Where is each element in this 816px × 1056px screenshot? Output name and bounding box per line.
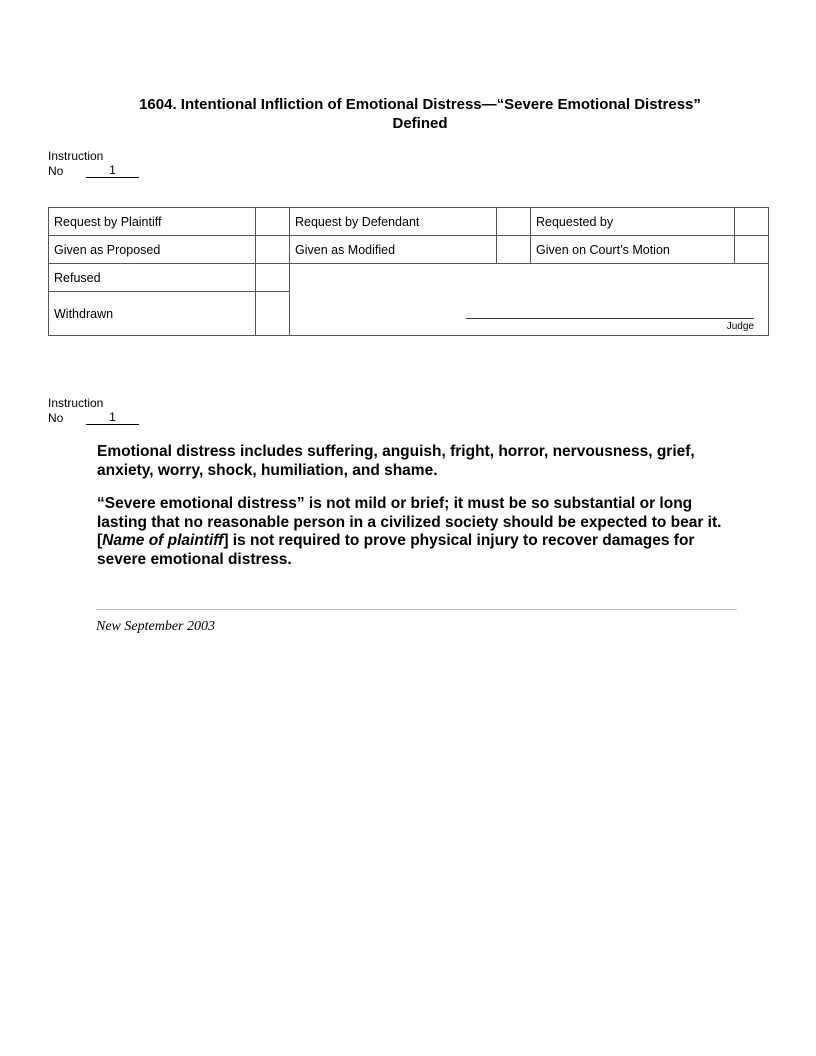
instruction-number-bottom <box>48 396 139 425</box>
instruction-number-top <box>48 149 139 178</box>
given-on-courts-motion-checkbox[interactable] <box>735 236 769 264</box>
no-label: No <box>48 411 64 425</box>
given-as-modified-label: Given as Modified <box>290 236 497 264</box>
paragraph-2-part-1: “Severe emotional distress” is not mild or brief; it must be so substantial or long lasting that no reasonable person in a civilized society should be expected to bear it. [ <box>97 495 722 549</box>
given-on-courts-motion-label: Given on Court’s Motion <box>531 236 735 264</box>
judge-signature-line[interactable] <box>466 318 754 319</box>
requested-by-checkbox[interactable] <box>735 208 769 236</box>
history-note: New September 2003 <box>96 619 215 634</box>
refused-label: Refused <box>49 264 256 292</box>
section-divider <box>96 609 737 610</box>
given-as-modified-checkbox[interactable] <box>497 236 531 264</box>
instruction-paragraph-2 <box>97 495 727 569</box>
request-status-grid <box>48 207 769 336</box>
judge-label: Judge <box>726 321 754 332</box>
instruction-label: Instruction <box>48 149 104 163</box>
instruction-number-field[interactable]: 1 <box>86 410 139 425</box>
instruction-title <box>60 95 780 133</box>
no-label: No <box>48 164 64 178</box>
given-as-proposed-checkbox[interactable] <box>256 236 290 264</box>
request-by-defendant-label: Request by Defendant <box>290 208 497 236</box>
withdrawn-checkbox[interactable] <box>256 292 290 336</box>
request-by-defendant-checkbox[interactable] <box>497 208 531 236</box>
instruction-paragraph-1: Emotional distress includes suffering, anguish, fright, horror, nervousness, grief, anxiety, worry, shock, humiliation, and shame. <box>97 443 695 479</box>
refused-checkbox[interactable] <box>256 264 290 292</box>
withdrawn-label: Withdrawn <box>49 292 256 336</box>
paragraph-2-part-2: ] is not required to prove physical injury to recover damages for severe emotional distress. <box>97 532 695 568</box>
name-of-plaintiff-placeholder: Name of plaintiff <box>102 532 224 549</box>
requested-by-label: Requested by <box>531 208 735 236</box>
given-as-proposed-label: Given as Proposed <box>49 236 256 264</box>
judge-signature-area <box>290 264 769 336</box>
title-line-2: Defined <box>392 115 448 132</box>
request-by-plaintiff-checkbox[interactable] <box>256 208 290 236</box>
request-by-plaintiff-label: Request by Plaintiff <box>49 208 256 236</box>
instruction-body <box>97 443 727 584</box>
title-line-1: 1604. Intentional Infliction of Emotional Distress—“Severe Emotional Distress” <box>139 96 701 113</box>
instruction-number-field[interactable]: 1 <box>86 163 139 178</box>
instruction-label: Instruction <box>48 396 104 410</box>
